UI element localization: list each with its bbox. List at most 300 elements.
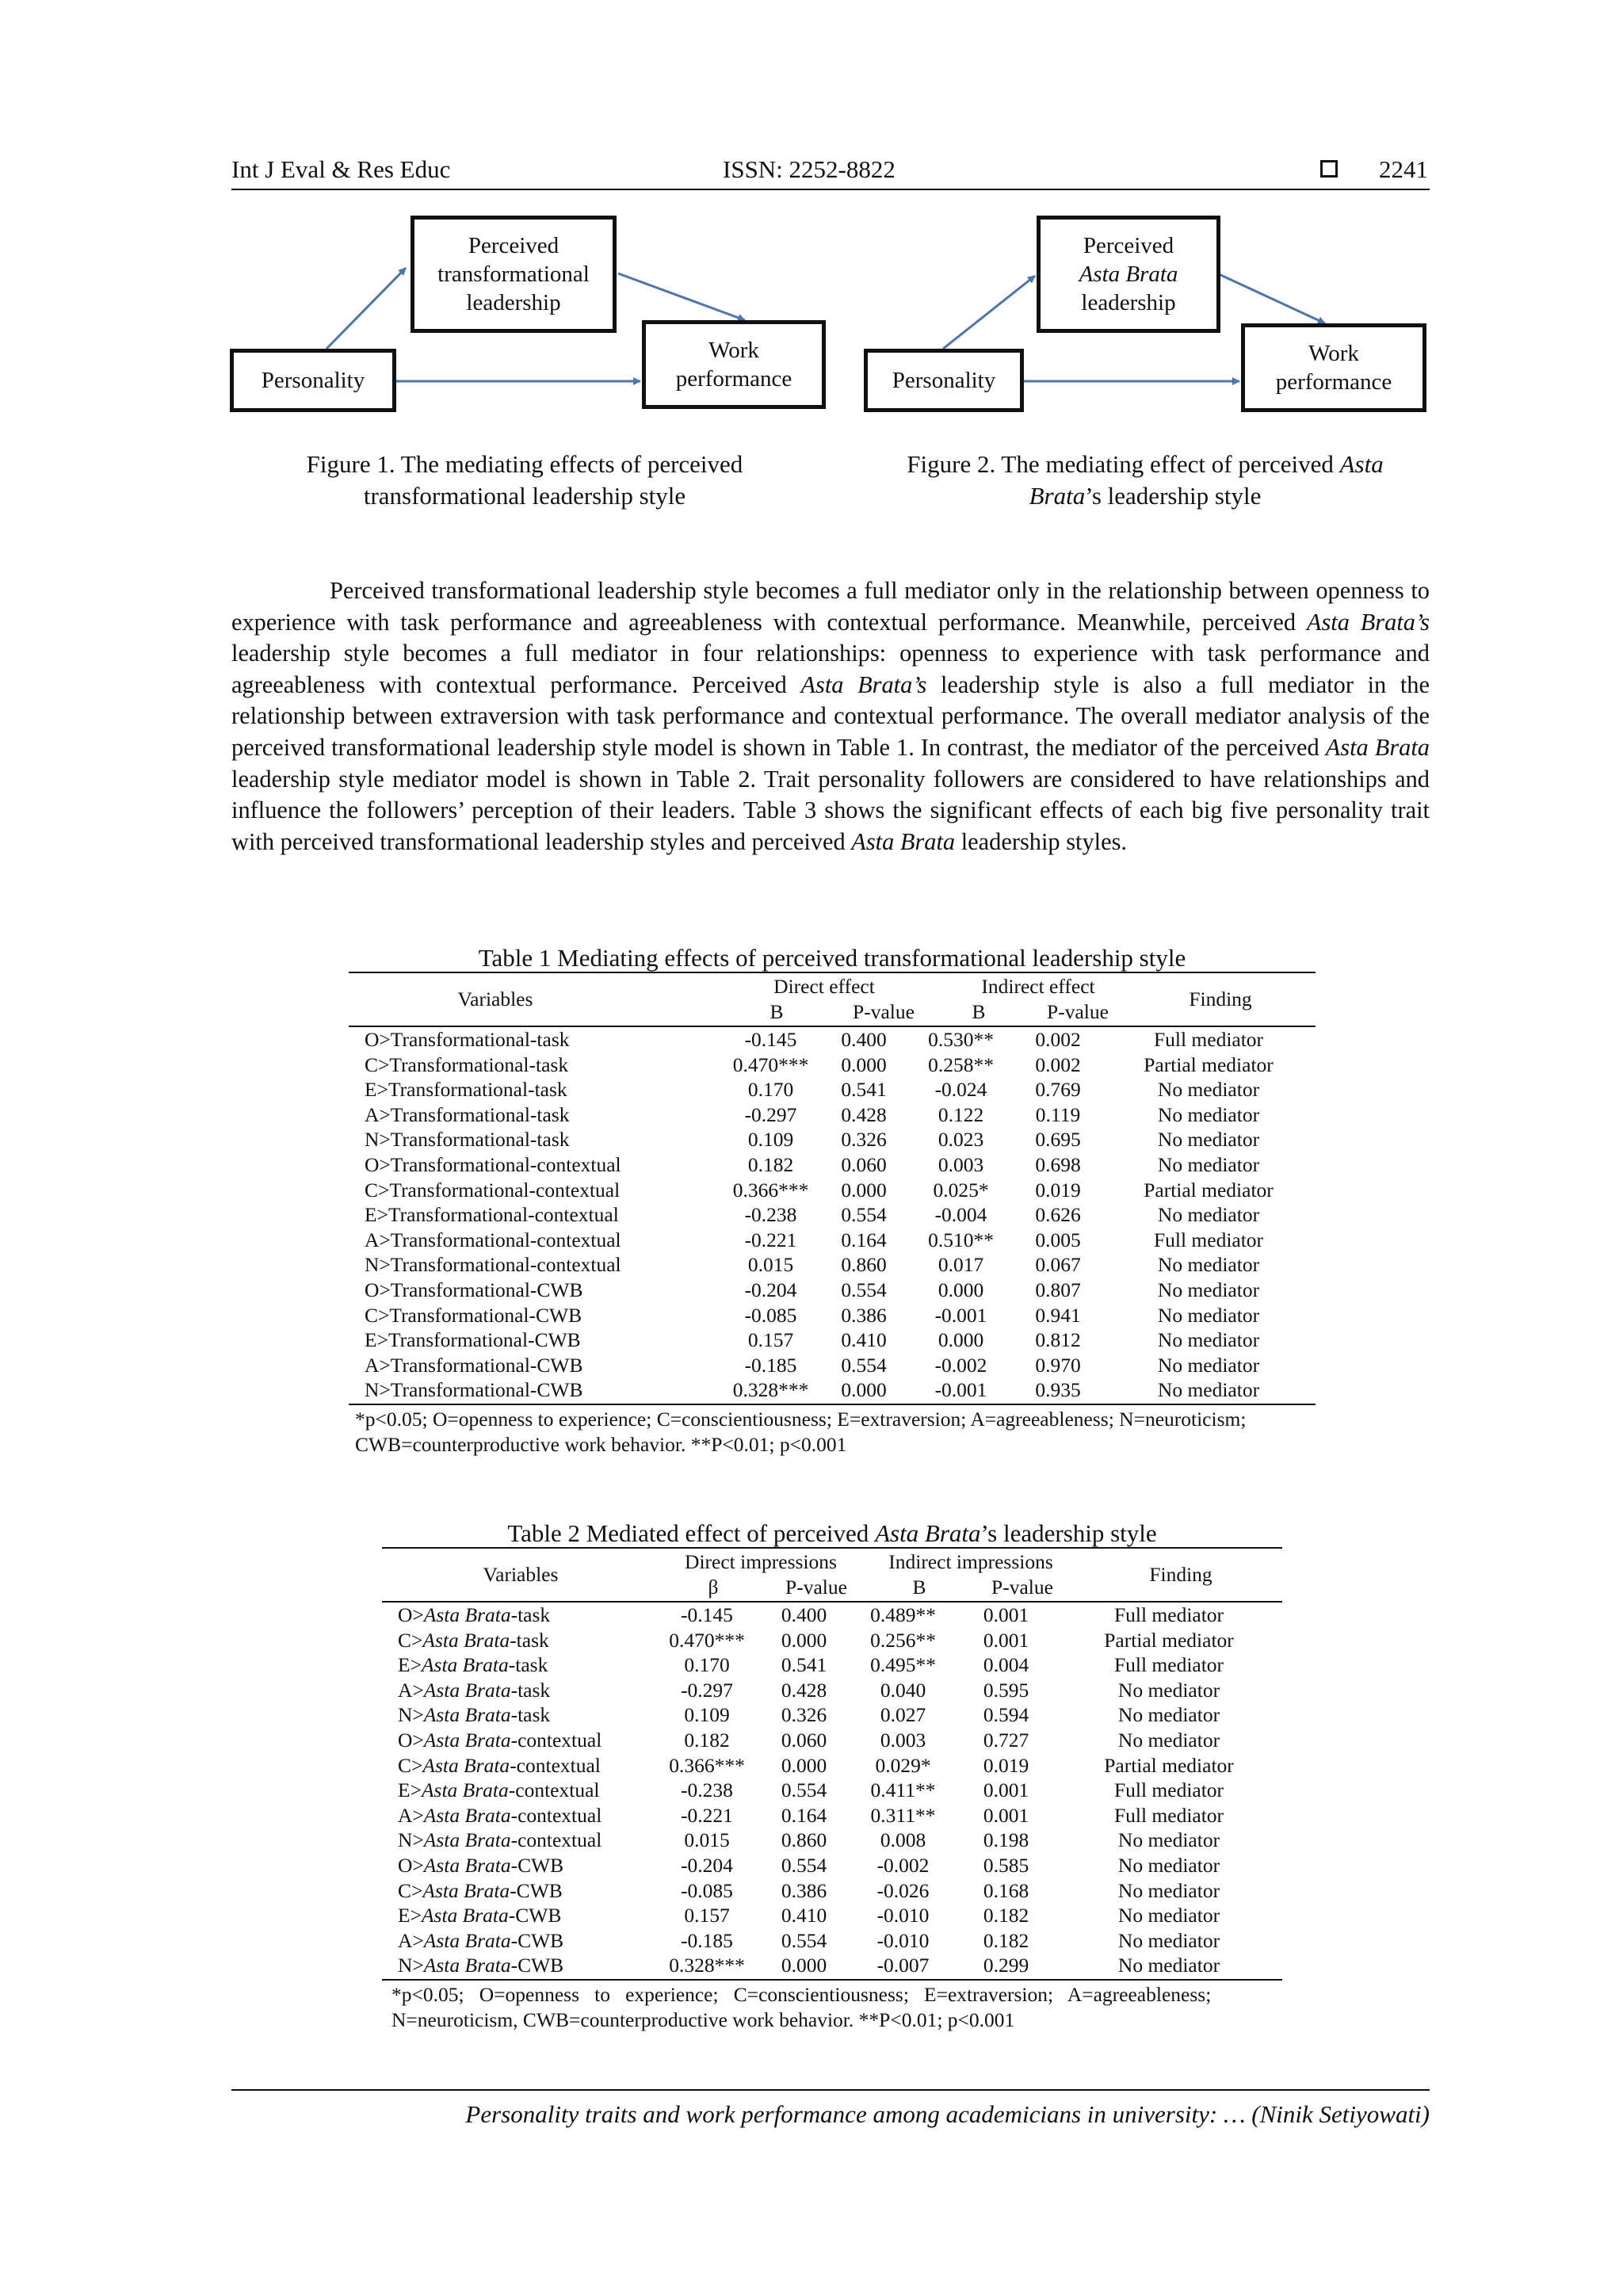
table1-cell-finding: No mediator	[1157, 1378, 1260, 1402]
table2-header-direct: Direct impressions	[685, 1550, 837, 1573]
table2-var-suffix: -CWB	[510, 1853, 564, 1877]
table1-row	[349, 1278, 1316, 1303]
table2-row	[382, 1928, 1282, 1954]
fig1-personality-box	[230, 349, 396, 412]
table2-cell-value: 0.366***	[669, 1753, 745, 1777]
table1-cell-value: 0.005	[1035, 1228, 1081, 1251]
table2-cell-value: 0.299	[983, 1954, 1029, 1977]
table1-row	[349, 1252, 1316, 1278]
table2-var-suffix: -task	[510, 1603, 551, 1626]
table1-row	[349, 1328, 1316, 1353]
table1-cell-finding: No mediator	[1157, 1328, 1260, 1352]
table1-cell-variable: O>Transformational-task	[365, 1028, 570, 1051]
table2-cell-value: 0.386	[781, 1878, 827, 1902]
table2-var-prefix: C>	[398, 1878, 423, 1902]
table2-var-prefix: O>	[398, 1853, 424, 1877]
table2-header-variables: Variables	[483, 1563, 559, 1586]
table1-cell-value: 0.530**	[928, 1028, 994, 1051]
table2-cell-value: 0.168	[983, 1878, 1029, 1902]
table1-cell-finding: Partial mediator	[1144, 1178, 1274, 1201]
table2-var-suffix: -CWB	[508, 1904, 562, 1927]
table2-cell-value: 0.585	[983, 1853, 1029, 1877]
figure2-caption-text1: Figure 2. The mediating effect of perceived	[907, 450, 1340, 478]
fig2-arrow-mediator-outcome	[1217, 273, 1325, 323]
table2-top-rule	[382, 1547, 1282, 1549]
table1-cell-value: 0.000	[841, 1378, 887, 1402]
table2-cell-value: 0.003	[880, 1728, 926, 1752]
table1-cell-value: -0.001	[934, 1303, 987, 1327]
table1-cell-value: 0.003	[938, 1152, 984, 1176]
issn: ISSN: 2252-8822	[723, 155, 896, 183]
table1-cell-value: 0.812	[1035, 1328, 1081, 1352]
table1-cell-value: 0.000	[841, 1178, 887, 1201]
table2-cell-value: 0.326	[781, 1703, 827, 1727]
table2-bottom-rule	[382, 1979, 1282, 1981]
table1-cell-value: -0.002	[934, 1353, 987, 1377]
figure1-caption	[231, 449, 818, 512]
table2-note-line1: *p<0.05; O=openness to experience; C=conscientiousness; E=extraversion; A=agreeableness;	[391, 1983, 1212, 2006]
table2-row	[382, 1753, 1282, 1778]
table2-header-b1: β	[708, 1576, 719, 1599]
table1-cell-variable: E>Transformational-task	[365, 1078, 567, 1102]
table2-cell-value: 0.470***	[669, 1628, 745, 1652]
table2-header-p1: P-value	[785, 1576, 847, 1599]
table1-cell-value: 0.109	[747, 1128, 794, 1152]
table1-cell-value: -0.004	[934, 1203, 987, 1227]
table2-cell-value: -0.204	[681, 1853, 733, 1877]
table2-cell-variable	[382, 1728, 655, 1753]
table1-cell-finding: No mediator	[1157, 1128, 1260, 1152]
table1-cell-variable: E>Transformational-contextual	[365, 1203, 619, 1227]
table1-cell-value: -0.204	[744, 1278, 797, 1301]
para-text-1: Perceived transformational leadership style becomes a full mediator only in the relationship between openness to experience with task performance and agreeableness with contextual performance. Meanwhile, perceived	[231, 577, 1430, 636]
table2-cell-value: 0.001	[983, 1803, 1029, 1827]
table1	[349, 1027, 1316, 1403]
table2-var-italic: Asta Brata	[421, 1778, 509, 1802]
table1-cell-value: -0.221	[744, 1228, 797, 1251]
table1-cell-value: 0.400	[841, 1028, 887, 1051]
table2-cell-value: 0.428	[781, 1678, 827, 1702]
table1-cell-value: 0.067	[1035, 1253, 1081, 1277]
table2-cell-value: 0.256**	[870, 1628, 936, 1652]
table2-cell-value: -0.010	[876, 1904, 930, 1927]
table2-var-italic: Asta Brata	[423, 1678, 511, 1702]
table2-cell-finding: No mediator	[1117, 1828, 1220, 1852]
table1-cell-value: 0.695	[1035, 1128, 1081, 1152]
table2-var-italic: Asta Brata	[423, 1703, 511, 1727]
table2-var-italic: Asta Brata	[423, 1828, 511, 1852]
para-italic-4: Asta Brata	[851, 827, 956, 855]
table1-cell-value: 0.554	[841, 1203, 887, 1227]
table2-cell-variable	[382, 1953, 655, 1978]
table2-cell-value: 0.411**	[870, 1778, 936, 1802]
table1-cell-variable: C>Transformational-task	[365, 1052, 569, 1076]
table2-note	[391, 1982, 1279, 2033]
table1-cell-value: 0.941	[1035, 1303, 1081, 1327]
table2-cell-value: 0.182	[684, 1728, 730, 1752]
table2-cell-variable	[382, 1828, 655, 1853]
table2-caption-a: Table 2 Mediated effect of perceived	[507, 1519, 876, 1547]
table1-cell-finding: No mediator	[1157, 1278, 1260, 1301]
fig2-outcome-box	[1241, 323, 1426, 412]
table2-cell-value: 0.015	[684, 1828, 730, 1852]
table1-cell-value: 0.023	[938, 1128, 984, 1152]
fig1-mediator-line1: Perceived	[468, 233, 559, 258]
table1-row	[349, 1027, 1316, 1052]
table2-row	[382, 1628, 1282, 1653]
table1-cell-value: 0.025*	[933, 1178, 989, 1201]
para-italic-2: Asta Brata’s	[800, 670, 927, 698]
table1-cell-variable: N>Transformational-contextual	[365, 1253, 621, 1277]
table1-header-finding: Finding	[1189, 988, 1252, 1010]
table2-cell-finding: No mediator	[1117, 1928, 1220, 1952]
table2-cell-value: 0.000	[781, 1954, 827, 1977]
table1-cell-value: 0.019	[1035, 1178, 1081, 1201]
table2-var-suffix: -task	[510, 1628, 549, 1652]
table1-bottom-rule	[349, 1404, 1316, 1405]
table2-cell-value: 0.727	[983, 1728, 1029, 1752]
table2-caption-b: Asta Brata	[875, 1519, 981, 1547]
table1-cell-value: -0.145	[744, 1028, 797, 1051]
table1-cell-value: 0.970	[1035, 1353, 1081, 1377]
table1-cell-finding: No mediator	[1157, 1078, 1260, 1102]
table2-var-prefix: A>	[398, 1803, 424, 1827]
figure2-caption-line2	[856, 480, 1434, 512]
fig1-outcome-box	[642, 320, 826, 409]
table2-cell-value: -0.010	[876, 1928, 930, 1952]
table2-header-b2: B	[912, 1576, 926, 1599]
table2-var-prefix: O>	[398, 1728, 424, 1752]
table2-cell-value: 0.029*	[875, 1753, 931, 1777]
table1-top-rule	[349, 972, 1316, 973]
table2-cell-value: 0.109	[684, 1703, 730, 1727]
table2-cell-value: -0.002	[876, 1853, 930, 1877]
table2-cell-variable	[382, 1878, 655, 1904]
para-text-3: leadership style is also a full mediator in the relationship between extraversion with task performance and contextual performance. The overall mediator analysis of the perceived transformational leadership style model is shown in Table 1. In contrast, the mediator of the perceived	[231, 670, 1430, 761]
table1-cell-value: 0.366***	[732, 1178, 809, 1201]
table1-header-p2: P-value	[1047, 1000, 1109, 1023]
table2-row	[382, 1903, 1282, 1928]
table2-cell-value: -0.145	[681, 1603, 733, 1626]
fig2-outcome-line1: Work	[1308, 341, 1359, 366]
table2-var-suffix: -contextual	[510, 1753, 601, 1777]
table2-row	[382, 1652, 1282, 1678]
table1-cell-value: 0.326	[841, 1128, 887, 1152]
fig2-mediator-line2: Asta Brata	[1079, 262, 1178, 287]
table2-var-italic: Asta Brata	[423, 1928, 511, 1952]
table1-cell-value: 0.554	[841, 1353, 887, 1377]
table1-cell-value: -0.001	[934, 1378, 987, 1402]
table2-cell-finding: Full mediator	[1113, 1603, 1224, 1626]
table2-cell-value: 0.554	[781, 1853, 827, 1877]
table2-var-italic: Asta Brata	[423, 1803, 511, 1827]
table2-cell-value: 0.198	[983, 1828, 1029, 1852]
table2-cell-variable	[382, 1702, 655, 1728]
table1-row	[349, 1127, 1316, 1152]
table2-var-italic: Asta Brata	[423, 1603, 511, 1626]
figure-arrows	[0, 0, 1623, 523]
table1-row	[349, 1052, 1316, 1078]
table2-cell-value: 0.157	[684, 1904, 730, 1927]
table2-row	[382, 1702, 1282, 1728]
table2-var-suffix: -CWB	[510, 1928, 564, 1952]
table2-row	[382, 1728, 1282, 1753]
table2-cell-variable	[382, 1652, 655, 1678]
table2-var-prefix: O>	[398, 1603, 424, 1626]
table2-cell-value: 0.019	[983, 1753, 1029, 1777]
table1-row	[349, 1353, 1316, 1378]
table1-cell-value: 0.510**	[928, 1228, 994, 1251]
table2-var-prefix: A>	[398, 1928, 424, 1952]
table2-var-prefix: N>	[398, 1828, 424, 1852]
table2-cell-finding: No mediator	[1117, 1703, 1220, 1727]
table1-cell-value: 0.258**	[928, 1052, 994, 1076]
table2	[382, 1603, 1282, 1978]
para-text-5: leadership styles.	[955, 827, 1128, 855]
table1-cell-variable: E>Transformational-CWB	[365, 1328, 581, 1352]
table1-cell-value: 0.170	[747, 1078, 794, 1102]
table2-row	[382, 1828, 1282, 1853]
table1-cell-value: 0.626	[1035, 1203, 1081, 1227]
table2-caption-c: ’s leadership style	[980, 1519, 1157, 1547]
table2-var-prefix: A>	[398, 1678, 424, 1702]
table2-cell-value: 0.489**	[870, 1603, 936, 1626]
body-paragraph	[231, 575, 1430, 858]
table1-note-line2: CWB=counterproductive work behavior. **P<0.01; p<0.001	[355, 1433, 847, 1456]
table2-cell-finding: Full mediator	[1113, 1653, 1224, 1677]
table1-row	[349, 1377, 1316, 1403]
table2-row	[382, 1878, 1282, 1904]
fig1-personality-label: Personality	[261, 368, 365, 393]
table1-cell-value: 0.119	[1035, 1102, 1081, 1126]
fig2-personality-box	[864, 349, 1024, 412]
table1-cell-finding: Partial mediator	[1144, 1052, 1274, 1076]
fig1-arrow-mediator-outcome	[618, 273, 745, 320]
table1-cell-value: -0.185	[744, 1353, 797, 1377]
table1-cell-value: 0.935	[1035, 1378, 1081, 1402]
table2-var-suffix: -contextual	[508, 1778, 600, 1802]
table2-cell-variable	[382, 1803, 655, 1828]
table2-var-suffix: -task	[508, 1653, 548, 1677]
table2-cell-value: 0.541	[781, 1653, 827, 1677]
table2-cell-variable	[382, 1628, 655, 1653]
fig2-mediator-line1: Perceived	[1083, 233, 1174, 258]
table2-var-prefix: C>	[398, 1753, 423, 1777]
table2-var-suffix: -CWB	[510, 1878, 563, 1902]
table1-cell-variable: O>Transformational-contextual	[365, 1152, 621, 1176]
table1-cell-finding: Full mediator	[1153, 1028, 1264, 1051]
table2-row	[382, 1603, 1282, 1628]
figure2-caption	[856, 449, 1434, 512]
table1-cell-finding: No mediator	[1157, 1253, 1260, 1277]
table2-cell-finding: No mediator	[1117, 1878, 1220, 1902]
table2-cell-finding: Full mediator	[1113, 1803, 1224, 1827]
table1-note-line1: *p<0.05; O=openness to experience; C=conscientiousness; E=extraversion; A=agreeableness; N=neuroticism;	[355, 1408, 1247, 1431]
table1-cell-value: 0.860	[841, 1253, 887, 1277]
fig2-outcome-line2: performance	[1275, 369, 1392, 395]
table2-row	[382, 1678, 1282, 1703]
figure2-caption-italic2: Brata	[1029, 482, 1086, 510]
table1-cell-value: 0.807	[1035, 1278, 1081, 1301]
table1-header-variables: Variables	[457, 988, 533, 1010]
table1-row	[349, 1102, 1316, 1128]
table2-var-italic: Asta Brata	[422, 1628, 510, 1652]
para-italic-1: Asta Brata’s	[1306, 608, 1430, 636]
table1-row	[349, 1228, 1316, 1253]
table1-caption: Table 1 Mediating effects of perceived transformational leadership style	[478, 944, 1186, 972]
table1-cell-variable: O>Transformational-CWB	[365, 1278, 583, 1301]
table2-cell-value: -0.238	[681, 1778, 733, 1802]
table2-cell-finding: No mediator	[1117, 1904, 1220, 1927]
table1-cell-value: 0.122	[938, 1102, 984, 1126]
table2-cell-finding: Full mediator	[1113, 1778, 1224, 1802]
table2-var-suffix: -task	[510, 1678, 551, 1702]
table1-cell-variable: N>Transformational-task	[365, 1128, 570, 1152]
fig1-outcome-line2: performance	[675, 366, 792, 392]
fig2-mediator-line3: leadership	[1081, 290, 1176, 315]
table2-cell-finding: No mediator	[1117, 1678, 1220, 1702]
table2-cell-value: 0.495**	[870, 1653, 936, 1677]
page-number: 2241	[1379, 155, 1428, 183]
table2-var-prefix: N>	[398, 1954, 424, 1977]
table2-var-italic: Asta Brata	[423, 1853, 511, 1877]
table1-cell-value: 0.698	[1035, 1152, 1081, 1176]
table2-cell-value: 0.027	[880, 1703, 926, 1727]
figure1-caption-line1: Figure 1. The mediating effects of perceived	[306, 450, 743, 478]
table1-row	[349, 1152, 1316, 1178]
table1-cell-variable: A>Transformational-CWB	[365, 1353, 583, 1377]
table1-header-indirect: Indirect effect	[981, 975, 1095, 998]
figure1-caption-line2: transformational leadership style	[363, 482, 686, 510]
table1-cell-value: 0.410	[841, 1328, 887, 1352]
para-text-4: leadership style mediator model is shown in Table 2. Trait personality followers are considered to have relationships and influence the followers’ perception of their leaders. Table 3 shows the significant effects of each big five personality trait with perceived transformational leadership styles and perceived	[231, 765, 1430, 855]
fig1-outcome-line1: Work	[708, 338, 759, 363]
table2-var-suffix: -CWB	[510, 1954, 564, 1977]
table1-cell-value: 0.000	[841, 1052, 887, 1076]
table1-cell-finding: No mediator	[1157, 1152, 1260, 1176]
table2-cell-value: -0.221	[681, 1803, 733, 1827]
table2-cell-value: 0.040	[880, 1678, 926, 1702]
table2-cell-variable	[382, 1903, 655, 1928]
table2-var-italic: Asta Brata	[423, 1954, 511, 1977]
figure2-caption-line1	[856, 449, 1434, 480]
table1-cell-value: -0.085	[744, 1303, 797, 1327]
table1-cell-value: 0.328***	[732, 1378, 809, 1402]
table2-var-italic: Asta Brata	[421, 1653, 509, 1677]
table1-cell-finding: No mediator	[1157, 1303, 1260, 1327]
table2-cell-value: 0.182	[983, 1904, 1029, 1927]
table2-row	[382, 1803, 1282, 1828]
table1-header-p1: P-value	[853, 1000, 915, 1023]
table2-cell-value: -0.085	[681, 1878, 733, 1902]
table2-cell-value: 0.410	[781, 1904, 827, 1927]
table2-cell-finding: No mediator	[1117, 1853, 1220, 1877]
table2-cell-variable	[382, 1853, 655, 1878]
table2-row	[382, 1953, 1282, 1978]
figure2-caption-italic1: Asta	[1339, 450, 1384, 478]
fig2-arrow-personality-mediator	[943, 276, 1035, 349]
table2-cell-value: -0.007	[876, 1954, 930, 1977]
fig1-mediator-line2: transformational	[437, 262, 590, 287]
table2-var-italic: Asta Brata	[421, 1904, 509, 1927]
table2-var-italic: Asta Brata	[422, 1878, 510, 1902]
table2-cell-value: 0.860	[781, 1828, 827, 1852]
table2-cell-value: 0.001	[983, 1778, 1029, 1802]
fig2-personality-label: Personality	[892, 368, 996, 393]
table1-header-direct: Direct effect	[773, 975, 875, 998]
table2-cell-finding: Partial mediator	[1104, 1628, 1234, 1652]
table1-cell-value: 0.000	[938, 1328, 984, 1352]
table1-cell-variable: C>Transformational-contextual	[365, 1178, 621, 1201]
table2-note-line2: N=neuroticism, CWB=counterproductive work behavior. **P<0.01; p<0.001	[391, 2008, 1015, 2031]
table2-cell-variable	[382, 1678, 655, 1703]
table2-cell-value: 0.000	[781, 1753, 827, 1777]
table2-var-prefix: N>	[398, 1703, 424, 1727]
table2-cell-variable	[382, 1753, 655, 1778]
table2-var-italic: Asta Brata	[422, 1753, 510, 1777]
table2-var-suffix: -contextual	[510, 1803, 602, 1827]
table2-var-suffix: -contextual	[510, 1728, 602, 1752]
table2-cell-value: -0.297	[681, 1678, 733, 1702]
table1-cell-value: 0.017	[938, 1253, 984, 1277]
table2-var-prefix: C>	[398, 1628, 423, 1652]
table2-row	[382, 1778, 1282, 1803]
table2-cell-value: 0.004	[983, 1653, 1029, 1677]
table1-cell-value: -0.238	[744, 1203, 797, 1227]
table2-cell-value: 0.554	[781, 1928, 827, 1952]
running-footer: Personality traits and work performance among academicians in university: … (Ninik Setiyowati)	[465, 2100, 1430, 2128]
table2-cell-value: 0.182	[983, 1928, 1029, 1952]
fig2-mediator-box	[1037, 216, 1220, 333]
table2-cell-variable	[382, 1603, 655, 1628]
table1-cell-finding: No mediator	[1157, 1203, 1260, 1227]
table1-cell-value: 0.554	[841, 1278, 887, 1301]
table2-header-p2: P-value	[991, 1576, 1053, 1599]
table2-cell-value: 0.008	[880, 1828, 926, 1852]
table2-cell-value: 0.595	[983, 1678, 1029, 1702]
table1-cell-value: 0.386	[841, 1303, 887, 1327]
table1-note	[355, 1407, 1246, 1457]
table2-var-suffix: -task	[510, 1703, 551, 1727]
table2-cell-value: -0.185	[681, 1928, 733, 1952]
table2-cell-value: 0.554	[781, 1778, 827, 1802]
table2-cell-value: 0.594	[983, 1703, 1029, 1727]
table1-cell-value: 0.164	[841, 1228, 887, 1251]
table2-cell-value: 0.311**	[870, 1803, 936, 1827]
footer-rule	[231, 2089, 1430, 2091]
fig1-mediator-line3: leadership	[466, 290, 561, 315]
fig1-arrow-personality-mediator	[327, 268, 406, 349]
table2-cell-value: 0.001	[983, 1603, 1029, 1626]
table1-row	[349, 1303, 1316, 1328]
table1-cell-finding: No mediator	[1157, 1353, 1260, 1377]
table1-row	[349, 1077, 1316, 1102]
table1-cell-value: -0.024	[934, 1078, 987, 1102]
table2-row	[382, 1853, 1282, 1878]
table2-var-prefix: E>	[398, 1904, 422, 1927]
table2-cell-value: 0.060	[781, 1728, 827, 1752]
table2-cell-variable	[382, 1778, 655, 1803]
table2-var-suffix: -contextual	[510, 1828, 602, 1852]
table2-cell-finding: Partial mediator	[1104, 1753, 1234, 1777]
table2-cell-value: -0.026	[876, 1878, 930, 1902]
table1-row	[349, 1178, 1316, 1203]
table1-row	[349, 1202, 1316, 1228]
para-italic-3: Asta Brata	[1325, 733, 1430, 761]
table1-cell-value: 0.541	[841, 1078, 887, 1102]
table1-cell-variable: N>Transformational-CWB	[365, 1378, 583, 1402]
table1-cell-value: 0.182	[747, 1152, 794, 1176]
